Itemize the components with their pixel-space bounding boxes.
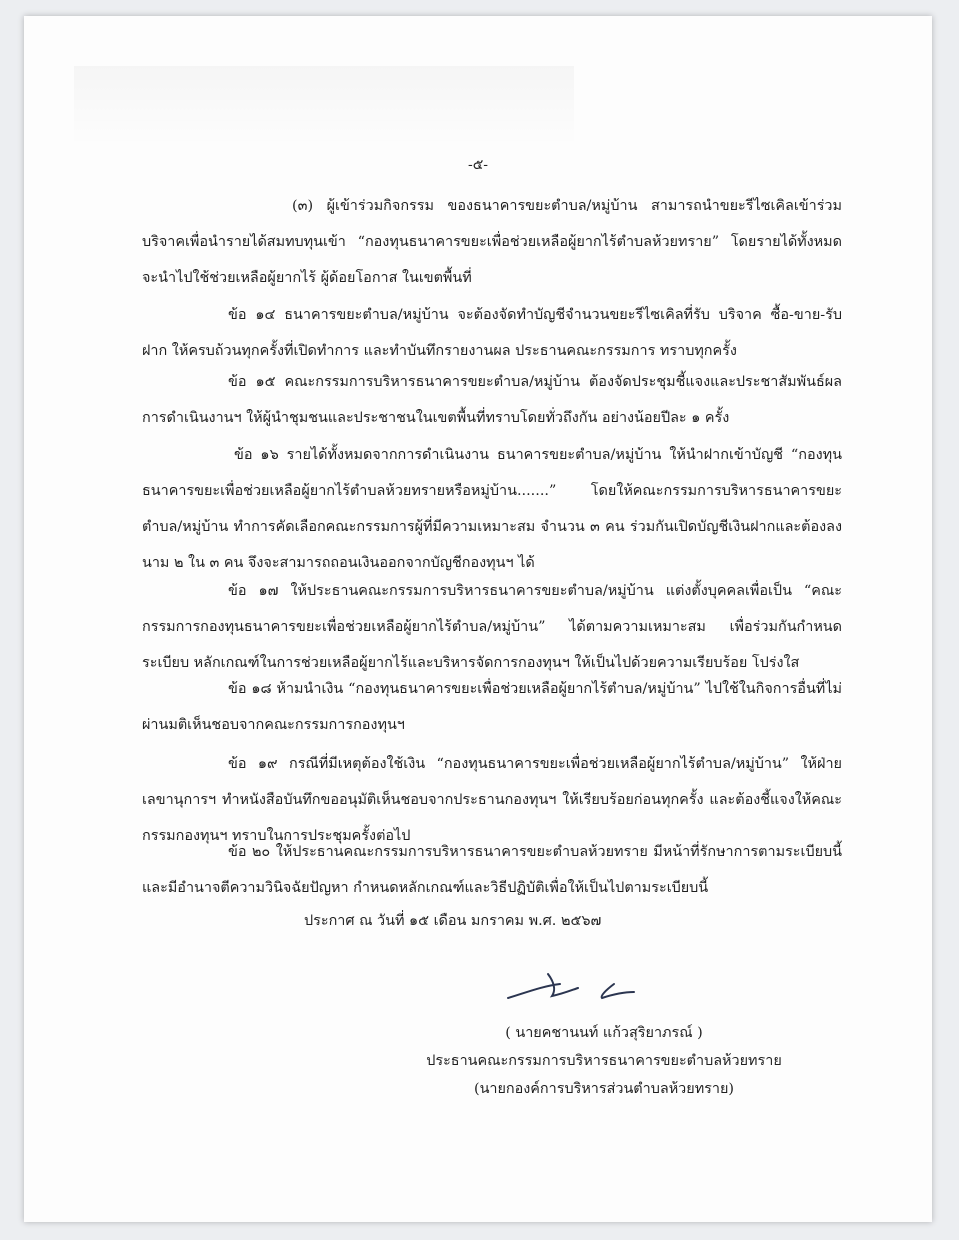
paragraph-article-16: ข้อ ๑๖ รายได้ทั้งหมดจากการดำเนินงาน ธนาคารขยะตำบล/หมู่บ้าน ให้นำฝากเข้าบัญชี “กองทุนธนาคารขยะเพื่อช่วยเหลือผู้ยากไร้ตำบลห้วยทรายหรือหมู่บ้าน.......” โดยให้คณะกรรมการบริหารธนาคารขยะตำบล/หมู่บ้าน ทำการคัดเลือกคณะกรรมการผู้ที่มีความเหมาะสม จำนวน ๓ คน ร่วมกันเปิดบัญชีเงินฝากและต้องลงนาม ๒ ใน ๓ คน จึงจะสามารถถอนเงินออกจากบัญชีกองทุนฯ ได้ (142, 447, 842, 571)
paragraph-item-3: (๓) ผู้เข้าร่วมกิจกรรม ของธนาคารขยะตำบล/หมู่บ้าน สามารถนำขยะรีไซเคิลเข้าร่วมบริจาคเพื่อนำรายได้สมทบทุนเข้า “กองทุนธนาคารขยะเพื่อช่วยเหลือผู้ยากไร้ตำบลห้วยทราย” โดยรายได้ทั้งหมดจะนำไปใช้ช่วยเหลือผู้ยากไร้ ผู้ด้อยโอกาส ในเขตพื้นที่ (142, 198, 842, 286)
signer-name: ( นายคชานนท์ แก้วสุริยาภรณ์ ) (505, 1025, 703, 1041)
paragraph-article-18: ข้อ ๑๘ ห้ามนำเงิน “กองทุนธนาคารขยะเพื่อช่วยเหลือผู้ยากไร้ตำบล/หมู่บ้าน” ไปใช้ในกิจการอื่นที่ไม่ผ่านมติเห็นชอบจากคณะกรรมการกองทุนฯ (142, 681, 842, 733)
signature-block (404, 1019, 804, 1103)
faded-header-area (74, 66, 574, 146)
signer-position: ประธานคณะกรรมการบริหารธนาคารขยะตำบลห้วยทราย (426, 1053, 782, 1069)
paragraph-article-20: ข้อ ๒๐ ให้ประธานคณะกรรมการบริหารธนาคารขยะตำบลห้วยทราย มีหน้าที่รักษาการตามระเบียบนี้และมีอำนาจตีความวินิจฉัยปัญหา กำหนดหลักเกณฑ์และวิธีปฏิบัติเพื่อให้เป็นไปตามระเบียบนี้ (142, 844, 842, 896)
page-number: -๕- (467, 157, 489, 173)
document-page (24, 16, 932, 1222)
handwritten-signature (502, 964, 652, 1006)
announcement-date: ประกาศ ณ วันที่ ๑๕ เดือน มกราคม พ.ศ. ๒๕๖๗ (304, 913, 602, 929)
signer-sub-position: (นายกองค์การบริหารส่วนตำบลห้วยทราย) (473, 1081, 735, 1097)
paragraph-article-19: ข้อ ๑๙ กรณีที่มีเหตุต้องใช้เงิน “กองทุนธนาคารขยะเพื่อช่วยเหลือผู้ยากไร้ตำบล/หมู่บ้าน” ให้ฝ่ายเลขานุการฯ ทำหนังสือบันทึกขออนุมัติเห็นชอบจากประธานกองทุนฯ ให้เรียบร้อยก่อนทุกครั้ง และต้องชี้แจงให้คณะกรรมกองทุนฯ ทราบในการประชุมครั้งต่อไป (142, 756, 842, 844)
paragraph-article-17: ข้อ ๑๗ ให้ประธานคณะกรรมการบริหารธนาคารขยะตำบล/หมู่บ้าน แต่งตั้งบุคคลเพื่อเป็น “คณะกรรมการกองทุนธนาคารขยะเพื่อช่วยเหลือผู้ยากไร้ตำบล/หมู่บ้าน” ได้ตามความเหมาะสม เพื่อร่วมกันกำหนดระเบียบ หลักเกณฑ์ในการช่วยเหลือผู้ยากไร้และบริหารจัดการกองทุนฯ ให้เป็นไปด้วยความเรียบร้อย โปร่งใส (142, 583, 842, 671)
paragraph-article-14: ข้อ ๑๔ ธนาคารขยะตำบล/หมู่บ้าน จะต้องจัดทำบัญชีจำนวนขยะรีไซเคิลที่รับ บริจาค ซื้อ-ขาย-รับฝาก ให้ครบถ้วนทุกครั้งที่เปิดทำการ และทำบันทึกรายงานผล ประธานคณะกรรมการ ทราบทุกครั้ง (142, 307, 842, 359)
paragraph-article-15: ข้อ ๑๕ คณะกรรมการบริหารธนาคารขยะตำบล/หมู่บ้าน ต้องจัดประชุมชี้แจงและประชาสัมพันธ์ผลการดำเนินงานฯ ให้ผู้นำชุมชนและประชาชนในเขตพื้นที่ทราบโดยทั่วถึงกัน อย่างน้อยปีละ ๑ ครั้ง (142, 374, 842, 426)
